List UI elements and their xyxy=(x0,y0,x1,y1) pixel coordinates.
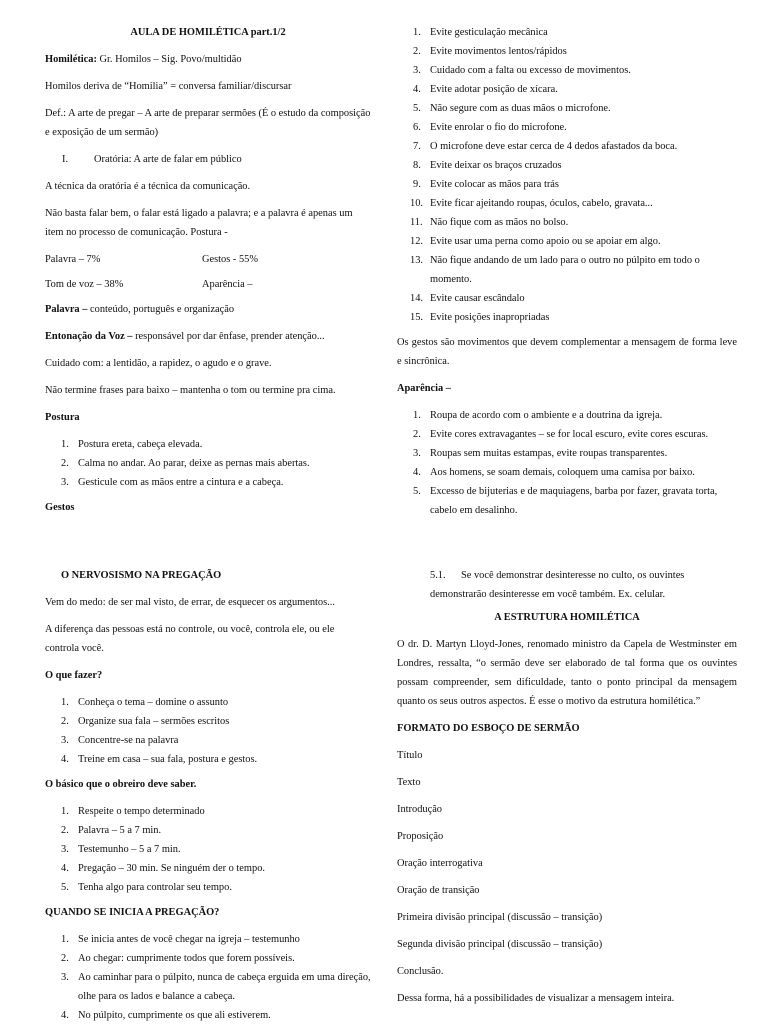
palavra-paragraph xyxy=(45,300,371,319)
nervosismo-title: O NERVOSISMO NA PREGAÇÃO xyxy=(61,570,222,581)
list-item xyxy=(397,61,737,80)
list-item xyxy=(45,821,371,840)
list-item xyxy=(397,425,737,444)
list-item xyxy=(45,859,371,878)
list-item-text: Calma no andar. Ao parar, deixe as pernas mais abertas. xyxy=(78,458,310,469)
list-item-number: 3. xyxy=(61,735,69,746)
list-item xyxy=(397,118,737,137)
homiletica-definition xyxy=(45,50,371,69)
list-item xyxy=(45,712,371,731)
aparencia-list xyxy=(397,406,737,520)
list-item xyxy=(397,42,737,61)
page-bottom-right-column xyxy=(397,566,737,1016)
list-item-text: Tenha algo para controlar seu tempo. xyxy=(78,882,232,893)
list-item-number: 12. xyxy=(410,236,423,247)
list-item xyxy=(397,23,737,42)
list-item-number: 8. xyxy=(413,160,421,171)
list-item-text: Evite posições inapropriadas xyxy=(430,312,550,323)
list-item-text: Palavra – 5 a 7 min. xyxy=(78,825,162,836)
list-item xyxy=(45,731,371,750)
gestos-list xyxy=(397,23,737,327)
list-item-text: O microfone deve estar cerca de 4 dedos afastados da boca. xyxy=(430,141,678,152)
list-item-number: 3. xyxy=(413,448,421,459)
palavra-percent: Palavra – 7% xyxy=(45,254,101,265)
page-top-left-column xyxy=(45,23,371,525)
nao-basta-paragraph: Não basta falar bem, o falar está ligado a palavra; e a palavra é apenas um item no processo de comunicação. Postura - xyxy=(45,208,353,238)
sub-item-text: Se você demonstrar desinteresse no culto, os ouvintes demonstrarão desinteresse em você também. Ex. celular. xyxy=(430,570,685,600)
list-item xyxy=(45,930,371,949)
list-item-text: Conheça o tema – domine o assunto xyxy=(78,697,229,708)
list-item-number: 1. xyxy=(61,806,69,817)
outline-item: Título xyxy=(397,750,423,761)
list-item-number: 4. xyxy=(61,1010,69,1021)
list-item-number: 2. xyxy=(413,46,421,57)
list-item xyxy=(397,444,737,463)
cuidado-paragraph: Cuidado com: a lentidão, a rapidez, o agudo e o grave. xyxy=(45,358,272,369)
sub-item-5-1 xyxy=(397,566,737,604)
list-item-number: 2. xyxy=(61,716,69,727)
postura-heading: Postura xyxy=(45,412,80,423)
list-item-number: 10. xyxy=(410,198,423,209)
list-item-text: Evite enrolar o fio do microfone. xyxy=(430,122,567,133)
list-item-number: 3. xyxy=(413,65,421,76)
homiletica-text: Gr. Homilos – Sig. Povo/multidão xyxy=(96,54,242,65)
list-item-number: 1. xyxy=(61,697,69,708)
lloyd-paragraph: O dr. D. Martyn Lloyd-Jones, renomado ministro da Capela de Westminster em Londres, ressalta, “o sermão deve ser elaborado de tal forma que os ouvintes possam compreender, sem dificuldade, tanto o ponto principal da mensagem quanto os seus outros aspectos. É esse o motivo da estrutura homilética.” xyxy=(397,639,737,707)
nao-termine-paragraph: Não termine frases para baixo – mantenha o tom ou termine pra cima. xyxy=(45,385,336,396)
basico-list xyxy=(45,802,371,897)
list-item xyxy=(397,194,737,213)
outline-item: Introdução xyxy=(397,804,443,815)
list-item-number: 5. xyxy=(413,103,421,114)
roman-numeral: I. xyxy=(62,154,69,165)
list-item-text: Roupas sem muitas estampas, evite roupas transparentes. xyxy=(430,448,668,459)
list-item-text: Excesso de bijuterias e de maquiagens, barba por fazer, gravata torta, cabelo em desalinho. xyxy=(430,486,718,516)
gestos-heading: Gestos xyxy=(45,502,75,513)
page-bottom-left-column xyxy=(45,566,371,1031)
list-item xyxy=(397,213,737,232)
lesson-title: AULA DE HOMILÉTICA part.1/2 xyxy=(130,27,286,38)
gestos-percent: Gestos - 55% xyxy=(202,254,258,265)
list-item xyxy=(45,878,371,897)
list-item-number: 2. xyxy=(413,429,421,440)
tom-percent: Tom de voz – 38% xyxy=(45,279,124,290)
outline-item: Proposição xyxy=(397,831,444,842)
list-item-text: Ao chegar: cumprimente todos que forem possíveis. xyxy=(78,953,295,964)
dessa-forma-paragraph: Dessa forma, há a possibilidades de visualizar a mensagem inteira. xyxy=(397,993,675,1004)
list-item-number: 3. xyxy=(61,477,69,488)
list-item-number: 4. xyxy=(413,467,421,478)
list-item xyxy=(45,693,371,712)
list-item-number: 9. xyxy=(413,179,421,190)
list-item-number: 3. xyxy=(61,972,69,983)
list-item-text: Respeite o tempo determinado xyxy=(78,806,205,817)
formato-heading: FORMATO DO ESBOÇO DE SERMÃO xyxy=(397,723,580,734)
list-item-text: Ao caminhar para o púlpito, nunca de cabeça erguida em uma direção, olhe para os lados e balance a cabeça. xyxy=(78,972,371,1002)
list-item-text: Se inicia antes de você chegar na igreja – testemunho xyxy=(78,934,300,945)
def-paragraph: Def.: A arte de pregar – A arte de preparar sermões (É o estudo da composição e exposição de um sermão) xyxy=(45,108,371,138)
list-item xyxy=(45,949,371,968)
list-item-number: 1. xyxy=(413,27,421,38)
list-item-number: 1. xyxy=(413,410,421,421)
list-item-number: 13. xyxy=(410,255,423,266)
list-item-number: 3. xyxy=(61,844,69,855)
list-item-text: Roupa de acordo com o ambiente e a doutrina da igreja. xyxy=(430,410,663,421)
list-item-text: No púlpito, cumprimente os que ali estiverem. xyxy=(78,1010,271,1021)
list-item-text: Cuidado com a falta ou excesso de movimentos. xyxy=(430,65,631,76)
list-item-text: Pregação – 30 min. Se ninguém der o tempo. xyxy=(78,863,265,874)
list-item xyxy=(397,80,737,99)
oque-heading: O que fazer? xyxy=(45,670,103,681)
list-item-number: 2. xyxy=(61,458,69,469)
list-item-number: 2. xyxy=(61,825,69,836)
list-item xyxy=(397,289,737,308)
list-item-number: 4. xyxy=(61,754,69,765)
quando-heading: QUANDO SE INICIA A PREGAÇÃO? xyxy=(45,907,220,918)
list-item-text: Evite movimentos lentos/rápidos xyxy=(430,46,567,57)
basico-heading: O básico que o obreiro deve saber. xyxy=(45,779,197,790)
postura-list xyxy=(45,435,371,492)
list-item xyxy=(397,251,737,289)
aparencia-heading: Aparência – xyxy=(397,383,451,394)
list-item-text: Aos homens, se soam demais, coloquem uma camisa por baixo. xyxy=(430,467,695,478)
list-item-text: Organize sua fala – sermões escritos xyxy=(78,716,230,727)
estrutura-title: A ESTRUTURA HOMILÉTICA xyxy=(494,612,640,623)
list-item xyxy=(45,435,371,454)
list-item xyxy=(45,750,371,769)
homiletica-label: Homilética: xyxy=(45,54,97,65)
outline-item: Segunda divisão principal (discussão – transição) xyxy=(397,939,603,950)
list-item xyxy=(45,840,371,859)
list-item-text: Testemunho – 5 a 7 min. xyxy=(78,844,181,855)
list-item xyxy=(45,1006,371,1025)
list-item-number: 5. xyxy=(413,486,421,497)
quando-list xyxy=(45,930,371,1025)
entonacao-text: responsável por dar ênfase, prender atenção... xyxy=(132,331,325,342)
list-item-text: Evite colocar as mãos para trás xyxy=(430,179,559,190)
list-item-number: 2. xyxy=(61,953,69,964)
list-item-number: 1. xyxy=(61,439,69,450)
outline-item: Conclusão. xyxy=(397,966,444,977)
list-item-number: 15. xyxy=(410,312,423,323)
entonacao-paragraph xyxy=(45,327,371,346)
list-item-text: Gesticule com as mãos entre a cintura e a cabeça. xyxy=(78,477,284,488)
list-item xyxy=(397,308,737,327)
list-item-text: Concentre-se na palavra xyxy=(78,735,179,746)
list-item xyxy=(397,156,737,175)
stats-row-1 xyxy=(45,250,371,269)
aparencia-percent: Aparência – xyxy=(202,279,253,290)
homilos-paragraph: Homilos deriva de “Homilia” = conversa familiar/discursar xyxy=(45,81,292,92)
list-item-text: Evite deixar os braços cruzados xyxy=(430,160,562,171)
list-item-text: Evite cores extravagantes – se for local escuro, evite cores escuras. xyxy=(430,429,709,440)
list-item-text: Treine em casa – sua fala, postura e gestos. xyxy=(78,754,258,765)
list-item xyxy=(397,99,737,118)
outline-item: Texto xyxy=(397,777,421,788)
list-item-number: 4. xyxy=(61,863,69,874)
outline-item: Oração de transição xyxy=(397,885,480,896)
list-item-number: 11. xyxy=(410,217,423,228)
stats-row-2 xyxy=(45,275,371,294)
diferenca-paragraph: A diferença das pessoas está no controle, ou você, controla ele, ou ele controla você. xyxy=(45,624,335,654)
outline-item: Oração interrogativa xyxy=(397,858,483,869)
list-item-text: Não fique andando de um lado para o outro no púlpito em todo o momento. xyxy=(430,255,700,285)
sub-item-number: 5.1. xyxy=(430,570,446,581)
formato-list xyxy=(397,746,737,981)
page-top-right-column xyxy=(397,23,737,526)
list-item-number: 7. xyxy=(413,141,421,152)
list-item xyxy=(45,968,371,1006)
tecnica-paragraph: A técnica da oratória é a técnica da comunicação. xyxy=(45,181,251,192)
list-item xyxy=(397,232,737,251)
list-item-text: Postura ereta, cabeça elevada. xyxy=(78,439,203,450)
list-item-text: Evite gesticulação mecânica xyxy=(430,27,548,38)
entonacao-label: Entonação da Voz – xyxy=(45,331,133,342)
list-item-number: 6. xyxy=(413,122,421,133)
oque-list xyxy=(45,693,371,769)
list-item xyxy=(397,463,737,482)
list-item-text: Não segure com as duas mãos o microfone. xyxy=(430,103,611,114)
list-item-text: Não fique com as mãos no bolso. xyxy=(430,217,569,228)
palavra-text: conteúdo, português e organização xyxy=(87,304,235,315)
list-item-text: Evite causar escândalo xyxy=(430,293,525,304)
list-item-number: 1. xyxy=(61,934,69,945)
gestos-note: Os gestos são movimentos que devem complementar a mensagem de forma leve e sincrônica. xyxy=(397,337,737,367)
list-item xyxy=(397,175,737,194)
medo-paragraph: Vem do medo: de ser mal visto, de errar, de esquecer os argumentos... xyxy=(45,597,335,608)
palavra-label: Palavra – xyxy=(45,304,88,315)
list-item xyxy=(397,137,737,156)
list-item xyxy=(45,454,371,473)
list-item xyxy=(397,406,737,425)
list-item-text: Evite ficar ajeitando roupas, óculos, cabelo, gravata... xyxy=(430,198,653,209)
list-item-number: 4. xyxy=(413,84,421,95)
roman-text: Oratória: A arte de falar em público xyxy=(94,154,242,165)
list-item-text: Evite adotar posição de xícara. xyxy=(430,84,558,95)
list-item xyxy=(45,473,371,492)
list-item-number: 14. xyxy=(410,293,423,304)
list-item xyxy=(45,802,371,821)
list-item-text: Evite usar uma perna como apoio ou se apoiar em algo. xyxy=(430,236,661,247)
list-item-number: 5. xyxy=(61,882,69,893)
roman-item-oratoria xyxy=(45,150,371,169)
outline-item: Primeira divisão principal (discussão – transição) xyxy=(397,912,603,923)
list-item xyxy=(397,482,737,520)
